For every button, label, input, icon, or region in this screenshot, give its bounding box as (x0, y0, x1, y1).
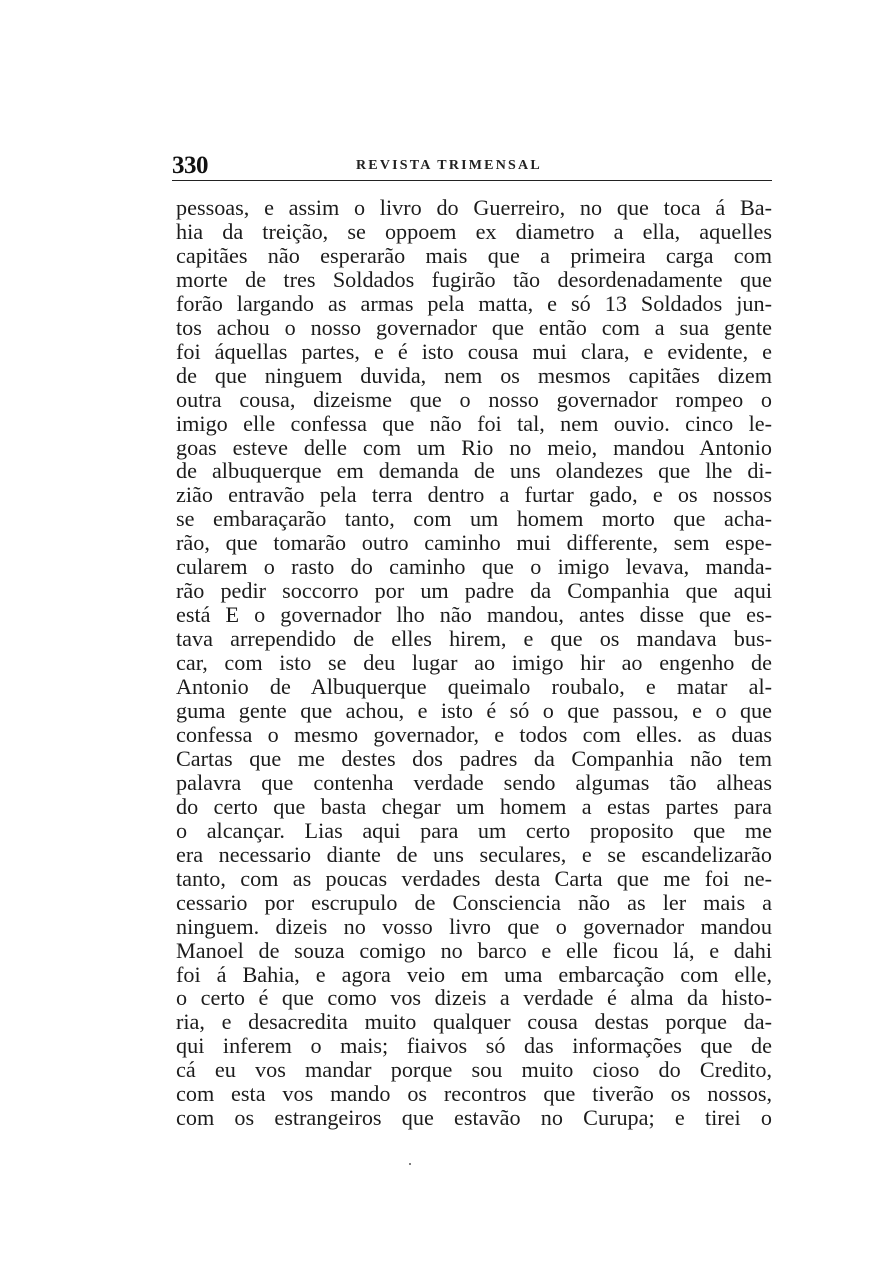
text-line: com os estrangeiros que estavão no Curupa; e tirei o (176, 1105, 772, 1131)
text-line: tanto, com as poucas verdades desta Carta que me foi ne- (176, 865, 772, 891)
text-line: de que ninguem duvida, nem os mesmos capitães dizem (176, 362, 772, 388)
text-line: car, com isto se deu lugar ao imigo hir ao engenho de (176, 650, 772, 676)
text-line: palavra que contenha verdade sendo algumas tão alheas (176, 769, 772, 795)
text-line: ria, e desacredita muito qualquer cousa destas porque da- (176, 1009, 772, 1035)
page-number: 330 (172, 152, 208, 179)
text-line: Manoel de souza comigo no barco e elle ficou lá, e dahi (176, 937, 772, 963)
body-text (176, 196, 772, 1130)
text-line: foi á Bahia, e agora veio em uma embarcação com elle, (176, 961, 772, 987)
text-line: confessa o mesmo governador, e todos com elles. as duas (176, 721, 772, 747)
text-line: com esta vos mando os recontros que tiverão os nossos, (176, 1081, 772, 1107)
text-line: qui inferem o mais; fiaivos só das informações que de (176, 1033, 772, 1059)
text-line: rão pedir soccorro por um padre da Companhia que aqui (176, 578, 772, 604)
text-line: cá eu vos mandar porque sou muito cioso do Credito, (176, 1057, 772, 1083)
text-line: Cartas que me destes dos padres da Companhia não tem (176, 745, 772, 771)
text-line: capitães não esperarão mais que a primeira carga com (176, 242, 772, 268)
text-line: tava arrependido de elles hirem, e que os mandava bus- (176, 626, 772, 652)
text-line: guma gente que achou, e isto é só o que passou, e o que (176, 698, 772, 724)
text-line: rão, que tomarão outro caminho mui differente, sem espe- (176, 530, 772, 556)
text-line: do certo que basta chegar um homem a estas partes para (176, 793, 772, 819)
text-line: cessario por escrupulo de Consciencia não as ler mais a (176, 889, 772, 915)
text-line: ninguem. dizeis no vosso livro que o governador mandou (176, 913, 772, 939)
text-line: tos achou o nosso governador que então com a sua gente (176, 314, 772, 340)
text-line: cularem o rasto do caminho que o imigo levava, manda- (176, 554, 772, 580)
text-line: outra cousa, dizeisme que o nosso governador rompeo o (176, 386, 772, 412)
text-line: era necessario diante de uns seculares, e se escandelizarão (176, 841, 772, 867)
text-line: de albuquerque em demanda de uns olandezes que lhe di- (176, 458, 772, 484)
text-line: Antonio de Albuquerque queimalo roubalo, e matar al- (176, 674, 772, 700)
text-line: o certo é que como vos dizeis a verdade é alma da histo- (176, 985, 772, 1011)
text-line: foi áquellas partes, e é isto cousa mui clara, e evidente, e (176, 338, 772, 364)
text-line: goas esteve delle com um Rio no meio, mandou Antonio (176, 434, 772, 460)
text-line: hia da treição, se oppoem ex diametro a ella, aquelles (176, 218, 772, 244)
running-title: REVISTA TRIMENSAL (356, 158, 542, 173)
text-line: zião entravão pela terra dentro a furtar gado, e os nossos (176, 482, 772, 508)
page-header (172, 150, 772, 180)
text-line: pessoas, e assim o livro do Guerreiro, no que toca á Ba- (176, 195, 772, 220)
text-line: forão largando as armas pela matta, e só 13 Soldados jun- (176, 290, 772, 316)
text-line: se embaraçarão tanto, com um homem morto que acha- (176, 506, 772, 532)
print-speck (409, 1163, 411, 1165)
text-line: imigo elle confessa que não foi tal, nem ouvio. cinco le- (176, 410, 772, 436)
header-rule (172, 180, 772, 181)
text-line: morte de tres Soldados fugirão tão desordenadamente que (176, 266, 772, 292)
text-line: o alcançar. Lias aqui para um certo proposito que me (176, 817, 772, 843)
text-line: está E o governador lho não mandou, antes disse que es- (176, 602, 772, 628)
